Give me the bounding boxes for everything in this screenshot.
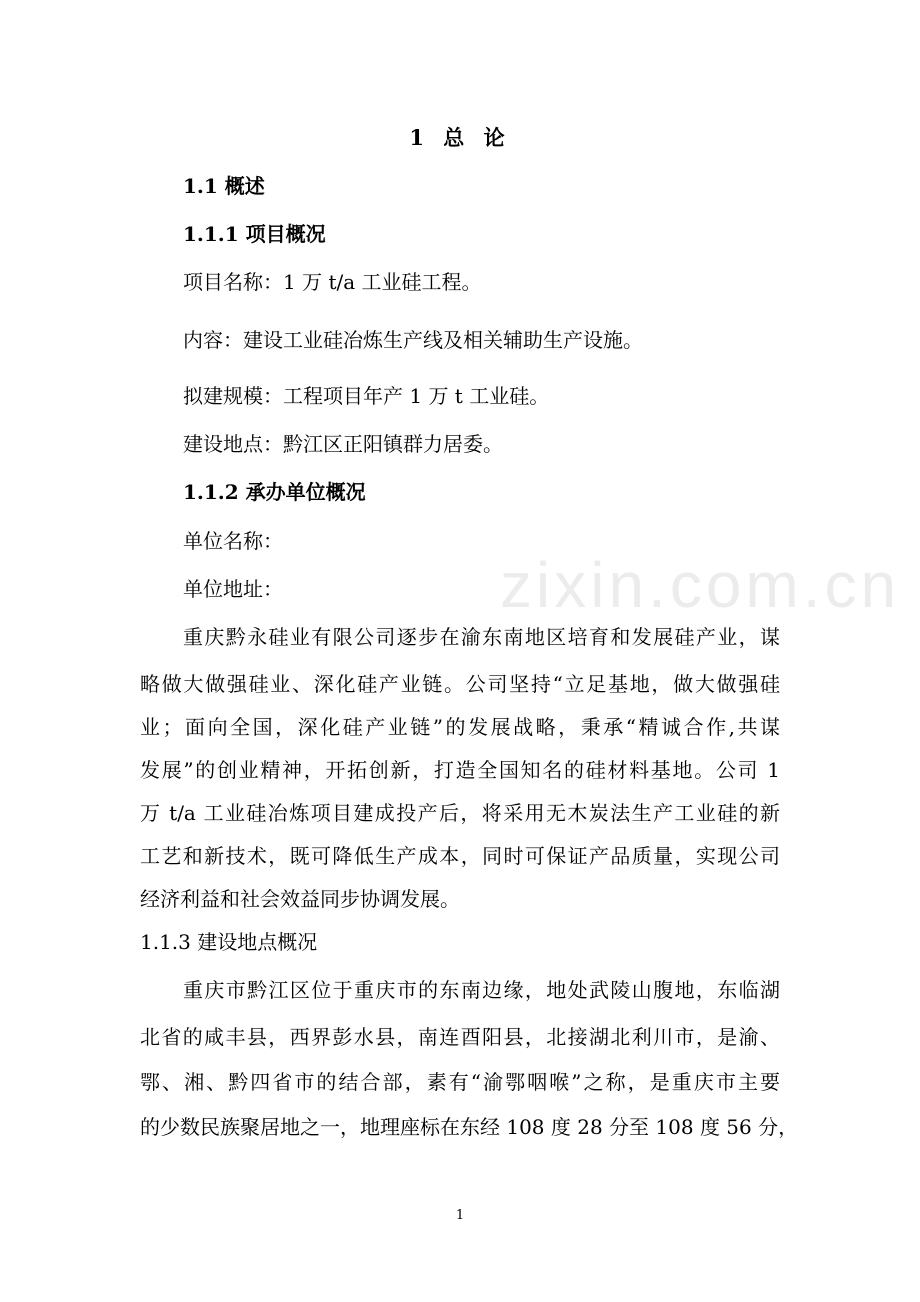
unit-address-line: 单位地址：	[183, 577, 283, 601]
location-paragraph-line: 的少数民族聚居地之一，地理座标在东经 108 度 28 分至 108 度 56 分，	[140, 1115, 799, 1139]
company-paragraph-line: 业；面向全国，深化硅产业链”的发展战略，秉承“精诚合作,共谋	[140, 715, 780, 739]
unit-name-line: 单位名称：	[183, 529, 283, 553]
company-paragraph-line: 万 t/a 工业硅冶炼项目建成投产后，将采用无木炭法生产工业硅的新	[140, 801, 780, 825]
company-paragraph-line: 重庆黔永硅业有限公司逐步在渝东南地区培育和发展硅产业，谋	[183, 625, 780, 649]
location-line: 建设地点：黔江区正阳镇群力居委。	[183, 432, 503, 456]
content-line: 内容：建设工业硅冶炼生产线及相关辅助生产设施。	[183, 328, 643, 352]
location-paragraph-line: 北省的咸丰县，西界彭水县，南连酉阳县，北接湖北利川市，是渝、	[140, 1025, 780, 1049]
company-paragraph-line: 发展”的创业精神，开拓创新，打造全国知名的硅材料基地。公司 1	[140, 758, 780, 782]
company-paragraph-line: 经济利益和社会效益同步协调发展。	[140, 887, 460, 911]
watermark: zixin.com.cn	[500, 549, 901, 621]
section-heading-1-1-2: 1.1.2 承办单位概况	[183, 480, 366, 504]
company-paragraph-line: 工艺和新技术，既可降低生产成本，同时可保证产品质量，实现公司	[140, 844, 780, 868]
section-heading-1-1-3: 1.1.3 建设地点概况	[140, 930, 318, 954]
location-paragraph-line: 重庆市黔江区位于重庆市的东南边缘，地处武陵山腹地，东临湖	[183, 978, 780, 1002]
section-heading-1-1: 1.1 概述	[183, 174, 265, 198]
location-paragraph-line: 鄂、湘、黔四省市的结合部，素有“渝鄂咽喉”之称，是重庆市主要	[140, 1070, 780, 1094]
chapter-title: 1 总 论	[409, 125, 511, 150]
page-number: 1	[455, 1208, 465, 1223]
project-name-line: 项目名称：1 万 t/a 工业硅工程。	[183, 270, 482, 294]
company-paragraph-line: 略做大做强硅业、深化硅产业链。公司坚持“立足基地，做大做强硅	[140, 672, 780, 696]
scale-line: 拟建规模：工程项目年产 1 万 t 工业硅。	[183, 384, 550, 408]
section-heading-1-1-1: 1.1.1 项目概况	[183, 222, 326, 246]
